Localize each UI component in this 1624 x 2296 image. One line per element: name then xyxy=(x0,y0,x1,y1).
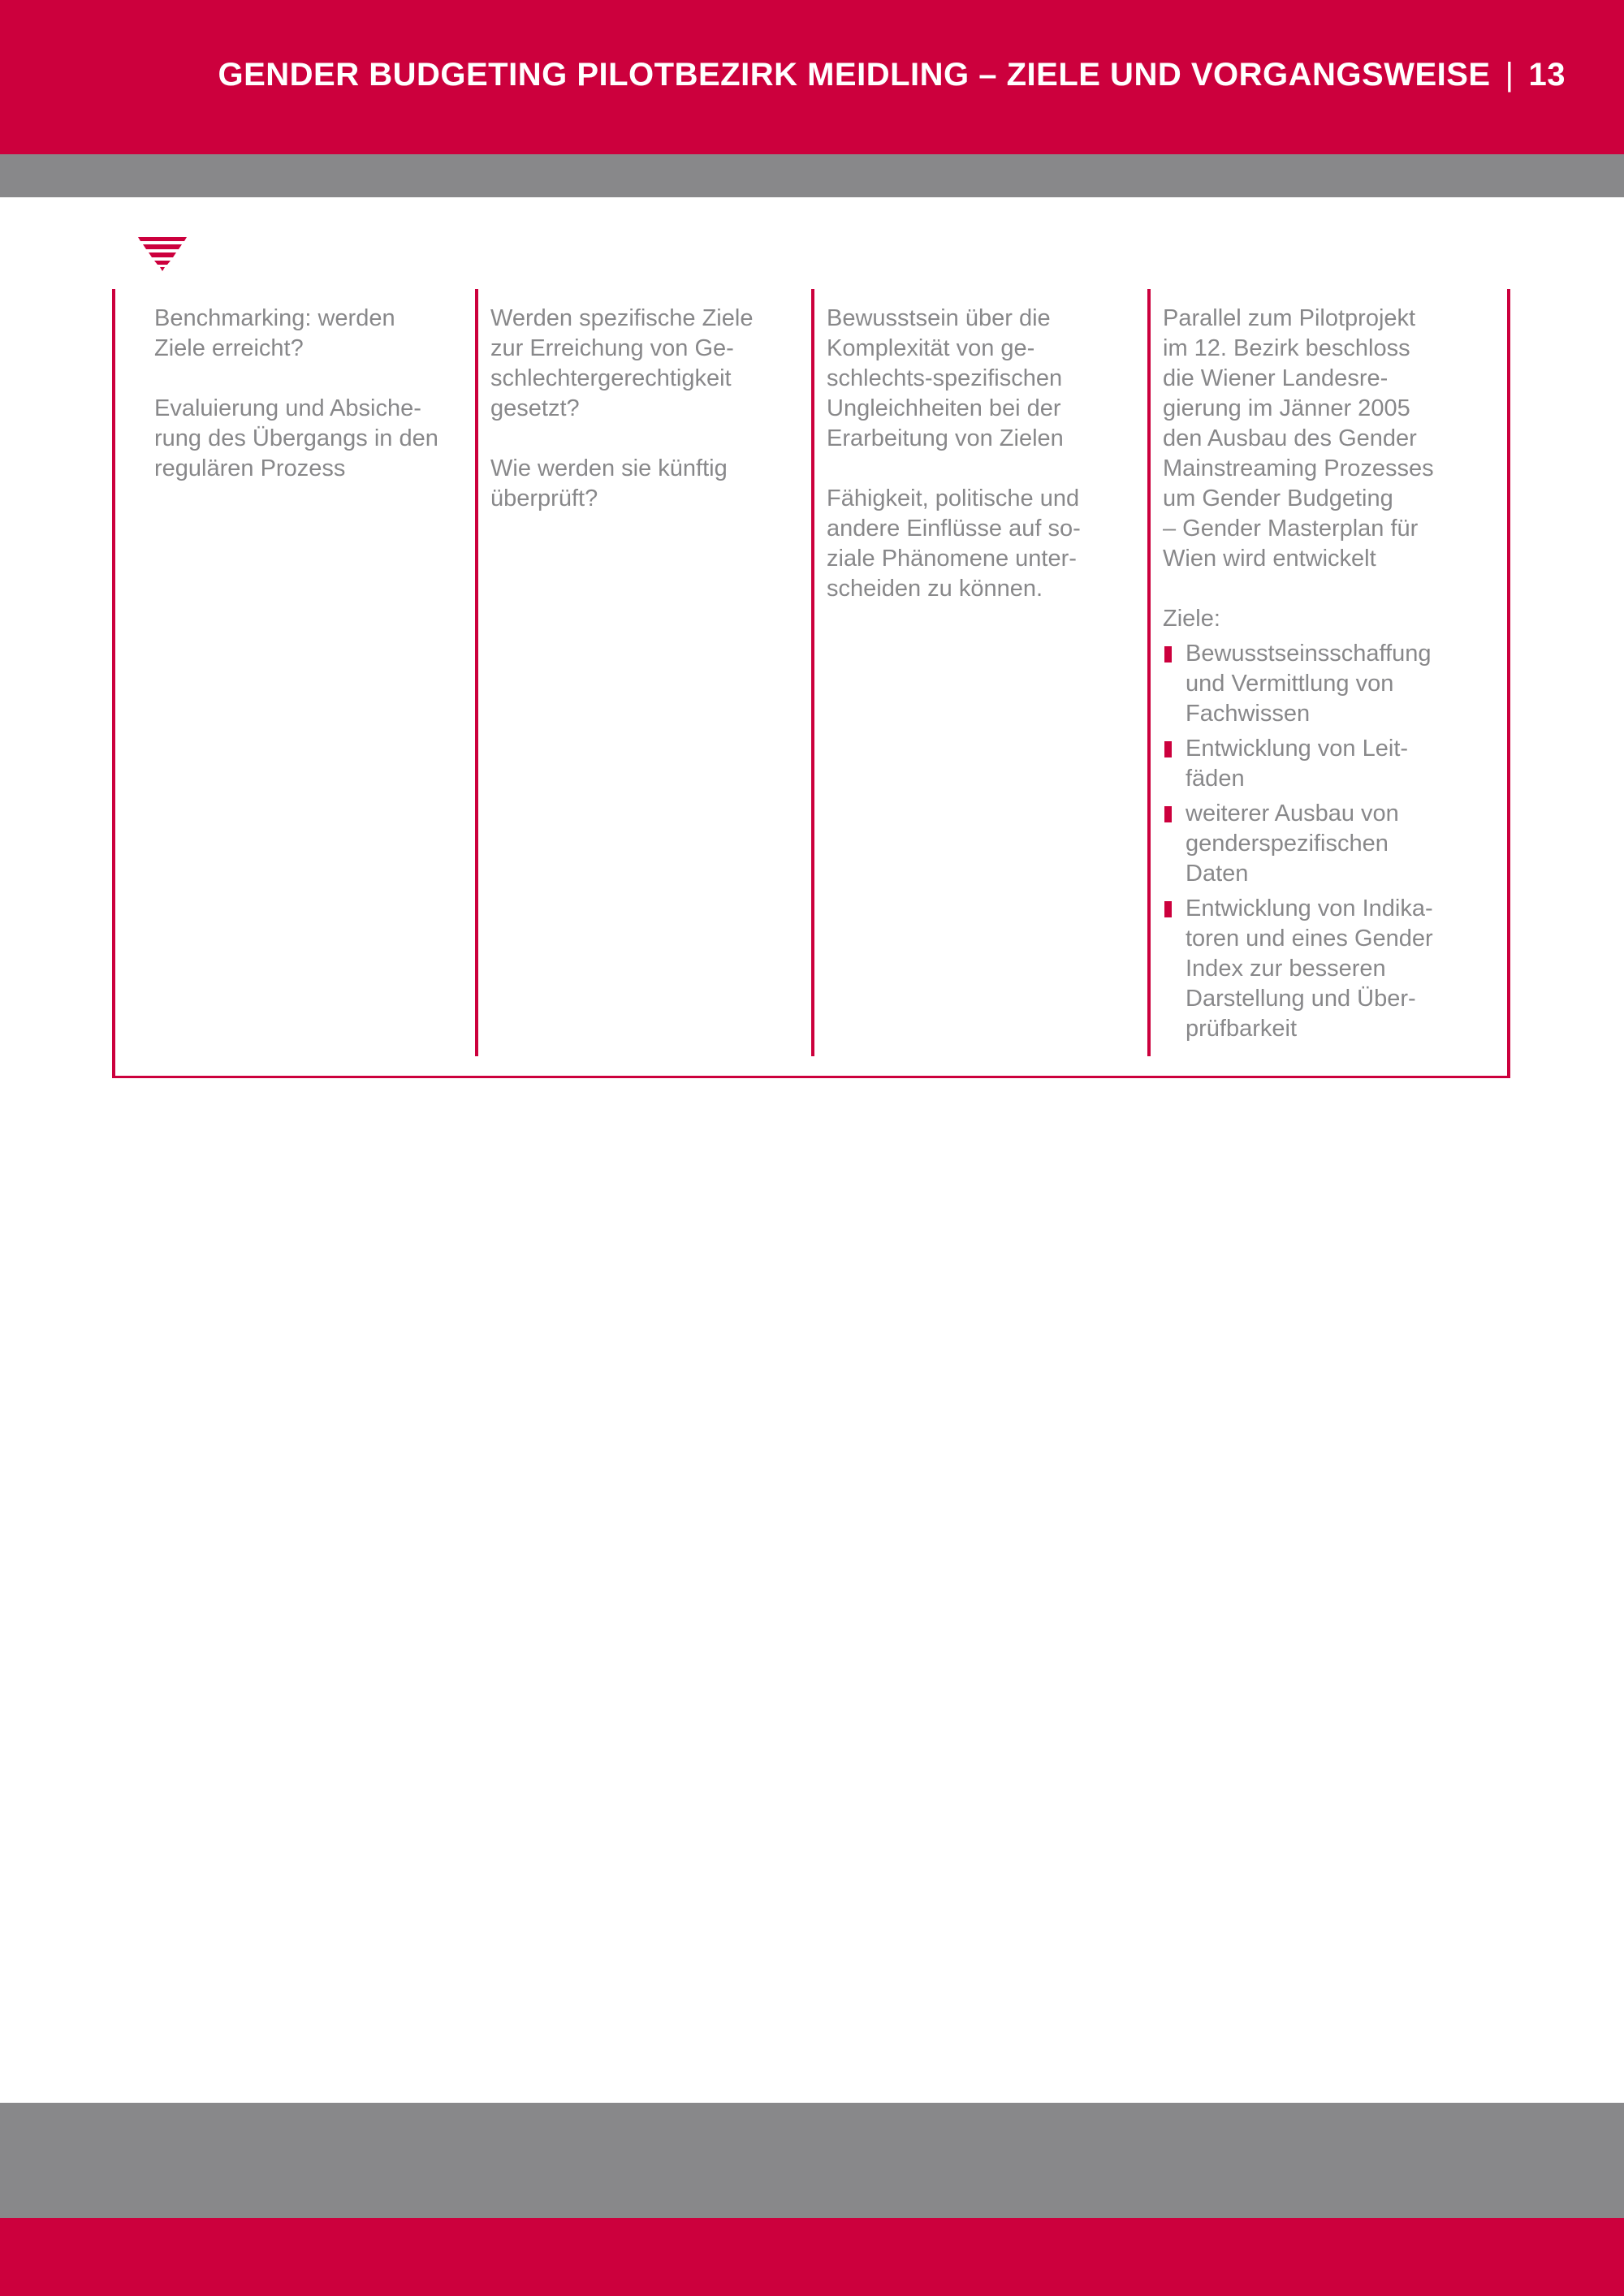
text-line: fäden xyxy=(1186,766,1245,792)
striped-triangle-icon xyxy=(138,237,187,271)
text-line: toren und eines Gender xyxy=(1186,926,1433,952)
footer-band xyxy=(0,2218,1624,2296)
text-line: – Gender Masterplan für xyxy=(1163,516,1419,542)
text-line: genderspezifischen xyxy=(1186,831,1389,857)
text-line: schlechts-spezifischen xyxy=(827,365,1063,391)
list-label: Ziele: xyxy=(1163,606,1220,632)
list-item xyxy=(1163,894,1488,1044)
table-column-4 xyxy=(1163,304,1488,1049)
text-line: rung des Übergangs in den xyxy=(154,425,438,451)
column-divider xyxy=(475,289,478,1056)
text-line: Daten xyxy=(1186,861,1249,887)
text-line: und Vermittlung von xyxy=(1186,671,1394,697)
text-line: den Ausbau des Gender xyxy=(1163,425,1417,451)
text-line: überprüft? xyxy=(490,486,598,511)
column-paragraph xyxy=(154,304,463,364)
header-separator: | xyxy=(1505,57,1514,93)
text-line: schlechtergerechtigkeit xyxy=(490,365,732,391)
text-line: Parallel zum Pilotprojekt xyxy=(1163,305,1416,331)
table-column-3 xyxy=(827,304,1135,604)
text-line: Komplexität von ge- xyxy=(827,335,1035,361)
table-column-2 xyxy=(490,304,799,514)
text-line: Ziele erreicht? xyxy=(154,335,304,361)
text-line: zur Erreichung von Ge- xyxy=(490,335,734,361)
column-paragraph xyxy=(827,484,1135,604)
text-line: regulären Prozess xyxy=(154,455,346,481)
text-line: Werden spezifische Ziele xyxy=(490,305,754,331)
column-paragraph xyxy=(490,304,799,424)
text-line: gierung im Jänner 2005 xyxy=(1163,395,1410,421)
text-line: Bewusstsein über die xyxy=(827,305,1051,331)
text-line: Mainstreaming Prozesses xyxy=(1163,455,1434,481)
goals-table xyxy=(112,289,1510,1078)
list-item xyxy=(1163,734,1488,794)
text-line: prüfbarkeit xyxy=(1186,1016,1298,1042)
text-line: Fachwissen xyxy=(1186,701,1311,727)
text-line: scheiden zu können. xyxy=(827,576,1043,602)
text-line: andere Einflüsse auf so- xyxy=(827,516,1081,542)
text-line: weiterer Ausbau von xyxy=(1186,801,1399,826)
text-line: Wie werden sie künftig xyxy=(490,455,728,481)
column-paragraph xyxy=(490,454,799,514)
page-title: GENDER BUDGETING PILOTBEZIRK MEIDLING – ZIELE UND VORGANGSWEISE xyxy=(218,57,1491,93)
text-line: die Wiener Landesre- xyxy=(1163,365,1389,391)
text-line: Index zur besseren xyxy=(1186,956,1386,982)
column-paragraph xyxy=(1163,304,1488,574)
text-line: Darstellung und Über- xyxy=(1186,986,1416,1012)
text-line: um Gender Budgeting xyxy=(1163,486,1393,511)
list-item xyxy=(1163,639,1488,729)
text-line: im 12. Bezirk beschloss xyxy=(1163,335,1410,361)
text-line: ziale Phänomene unter- xyxy=(827,546,1077,572)
text-line: Benchmarking: werden xyxy=(154,305,395,331)
text-line: Bewusstseinsschaffung xyxy=(1186,641,1432,667)
column-divider xyxy=(811,289,814,1056)
gray-band-bottom xyxy=(0,2103,1624,2218)
column-paragraph xyxy=(827,304,1135,454)
text-line: Erarbeitung von Zielen xyxy=(827,425,1064,451)
text-line: Entwicklung von Leit- xyxy=(1186,736,1409,762)
table-column-1 xyxy=(154,304,463,484)
text-line: Evaluierung und Absiche- xyxy=(154,395,421,421)
text-line: Wien wird entwickelt xyxy=(1163,546,1376,572)
text-line: Ungleichheiten bei der xyxy=(827,395,1061,421)
list-item xyxy=(1163,799,1488,889)
text-line: Fähigkeit, politische und xyxy=(827,486,1080,511)
column-divider xyxy=(1147,289,1151,1056)
text-line: Entwicklung von Indika- xyxy=(1186,896,1433,921)
gray-band-top xyxy=(0,154,1624,197)
header-band xyxy=(0,0,1624,154)
page-header xyxy=(218,57,1566,93)
text-line: gesetzt? xyxy=(490,395,580,421)
page-number: 13 xyxy=(1528,57,1566,93)
goals-list xyxy=(1163,639,1488,1044)
column-paragraph xyxy=(154,394,463,484)
